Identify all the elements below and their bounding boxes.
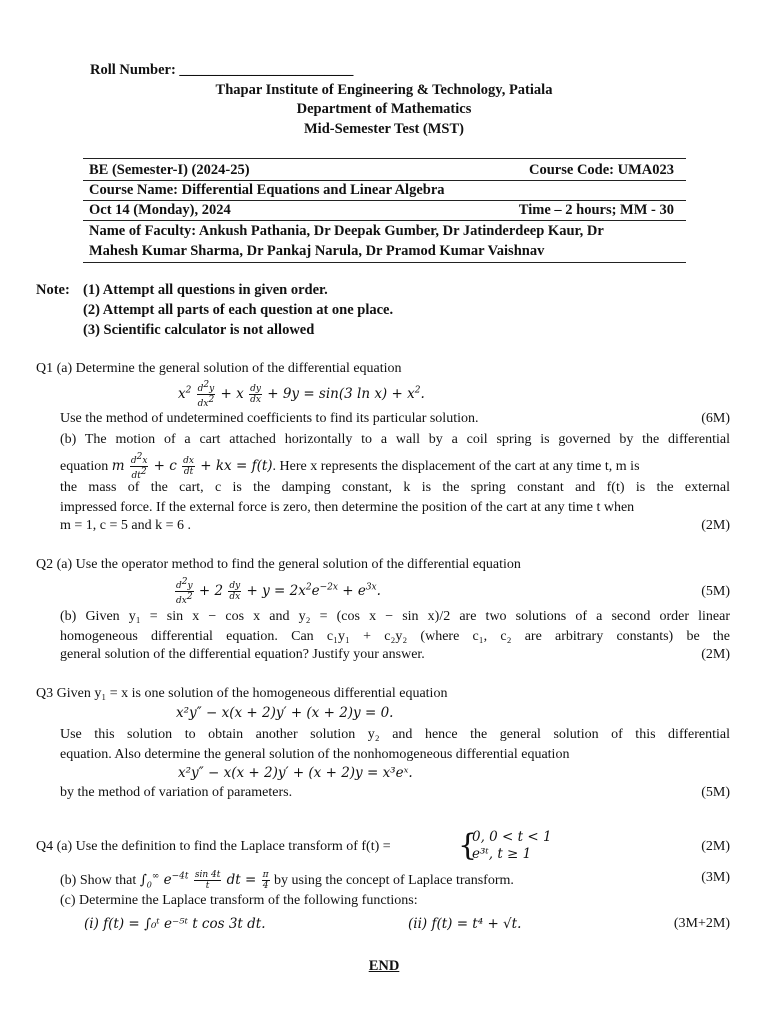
note-label: Note: — [36, 282, 70, 298]
q4a-marks: (2M) — [701, 839, 730, 854]
exam-duration: Time – 2 hours; MM - 30 — [518, 202, 674, 218]
course-name-row — [83, 180, 686, 200]
q1b-equation: m $\frac{d^2x}{dt^2}$ + c $\frac{dx}{dt}$ + kx = f(t) — [111, 452, 273, 481]
roll-number-label: Roll Number: ________________________ — [90, 62, 354, 78]
q4b-end: by using the concept of Laplace transform. — [274, 873, 514, 888]
course-name: Course Name: Differential Equations and Linear Algebra — [89, 182, 445, 198]
q1a-method: Use the method of undetermined coefficients to find its particular solution. — [60, 411, 479, 426]
q4c-intro: (c) Determine the Laplace transform of the following functions: — [60, 893, 418, 908]
q3-intro: Q3 Given y₁ = x is one solution of the homogeneous differential equation — [36, 686, 448, 701]
q3-equation-2: x²y″ − x(x + 2)y′ + (x + 2)y = x³eˣ. — [178, 765, 413, 781]
q4b-marks: (3M) — [701, 870, 730, 885]
q2a-intro: Q2 (a) Use the operator method to find the general solution of the differential equation — [36, 557, 521, 572]
q1a-marks: (6M) — [701, 411, 730, 426]
brace-symbol: { — [458, 828, 478, 863]
q3-line-1: Use this solution to obtain another solution y₂ and hence the general solution of this differential — [60, 727, 730, 742]
date-row — [83, 200, 686, 220]
divider — [83, 262, 686, 263]
q4a-case-2: e³ᵗ, t ≥ 1 — [472, 846, 532, 862]
course-code: Course Code: UMA023 — [529, 162, 674, 178]
faculty-row-1 — [83, 221, 686, 241]
q4b-integral: $\int_0^\infty$ $e^{-4t}$ $\frac{\sin 4t}{t}$ dt = $\frac{\pi}{4}$ — [139, 870, 269, 891]
semester-row — [83, 160, 686, 180]
q2b-marks: (2M) — [701, 647, 730, 662]
q1b-line-1: (b) The motion of a cart attached horizontally to a wall by a coil spring is governed by the differential — [60, 432, 730, 447]
q1b-line-2 — [60, 452, 730, 481]
q1a-equation: $x^2$ $\frac{d^2y}{dx^2}$ + x $\frac{dy}{dx}$ + 9y = sin(3 $\ln x) + x^2$. — [178, 380, 425, 409]
equation-word: equation — [60, 459, 112, 474]
q1b-marks: (2M) — [701, 518, 730, 533]
q4c-part-ii: (ii) f(t) = t⁴ + √t. — [408, 916, 522, 932]
q4b-line — [60, 870, 514, 891]
q3-line-2: equation. Also determine the general solution of the nonhomogeneous differential equation — [60, 747, 570, 762]
q1b-line-4: impressed force. If the external force is zero, then determine the position of the cart at any time t when — [60, 500, 635, 515]
institute-name: Thapar Institute of Engineering & Technology, Patiala — [215, 82, 553, 98]
q2a-equation: $\frac{d^2y}{dx^2}$ + 2 $\frac{dy}{dx}$ + $y = 2x^2e^{-2x} + e^{3x}$. — [176, 577, 381, 606]
faculty-row-2 — [83, 241, 686, 261]
note-item-1: (1) Attempt all questions in given order. — [83, 282, 328, 298]
department-name: Department of Mathematics — [296, 101, 472, 117]
q4c-marks: (3M+2M) — [673, 916, 730, 931]
q4c-part-i: (i) f(t) = ∫₀ᵗ e⁻⁵ᵗ t cos 3t dt. — [84, 916, 266, 932]
q1b-line-3: the mass of the cart, c is the damping constant, k is the spring constant and f(t) is the external — [60, 480, 730, 495]
q1a-intro: Q1 (a) Determine the general solution of the differential equation — [36, 361, 402, 376]
q1b-line-2-end: . Here x represents the displacement of the cart at any time t, m is — [272, 459, 640, 474]
divider — [83, 158, 686, 159]
faculty-line-1: Name of Faculty: Ankush Pathania, Dr Deepak Gumber, Dr Jatinderdeep Kaur, Dr — [89, 223, 604, 239]
exam-date: Oct 14 (Monday), 2024 — [89, 202, 231, 218]
q2b-line-2: homogeneous differential equation. Can c₁y₁ + c₂y₂ (where c₁, c₂ are arbitrary constants) be the — [60, 629, 730, 644]
test-title: Mid-Semester Test (MST) — [303, 121, 465, 137]
q4b-start: (b) Show that — [60, 873, 137, 888]
q2b-line-1: (b) Given y₁ = sin x − cos x and y₂ = (cos x − sin x)/2 are two solutions of a second order linear — [60, 609, 730, 624]
q3-marks: (5M) — [701, 785, 730, 800]
q3-equation-1: x²y″ − x(x + 2)y′ + (x + 2)y = 0. — [176, 705, 394, 721]
note-item-3: (3) Scientific calculator is not allowed — [83, 322, 315, 338]
semester: BE (Semester-I) (2024-25) — [89, 162, 250, 178]
q4a-case-1: 0, 0 < t < 1 — [472, 829, 552, 845]
faculty-line-2: Mahesh Kumar Sharma, Dr Pankaj Narula, Dr Pramod Kumar Vaishnav — [89, 243, 545, 259]
q1b-line-5: m = 1, c = 5 and k = 6 . — [60, 518, 192, 533]
note-item-2: (2) Attempt all parts of each question at one place. — [83, 302, 394, 318]
q2b-line-3: general solution of the differential equation? Justify your answer. — [60, 647, 425, 662]
q3-line-3: by the method of variation of parameters. — [60, 785, 293, 800]
q2a-marks: (5M) — [701, 584, 730, 599]
end-marker: END — [368, 958, 400, 974]
q4a-intro: Q4 (a) Use the definition to find the Laplace transform of f(t) = — [36, 839, 391, 854]
